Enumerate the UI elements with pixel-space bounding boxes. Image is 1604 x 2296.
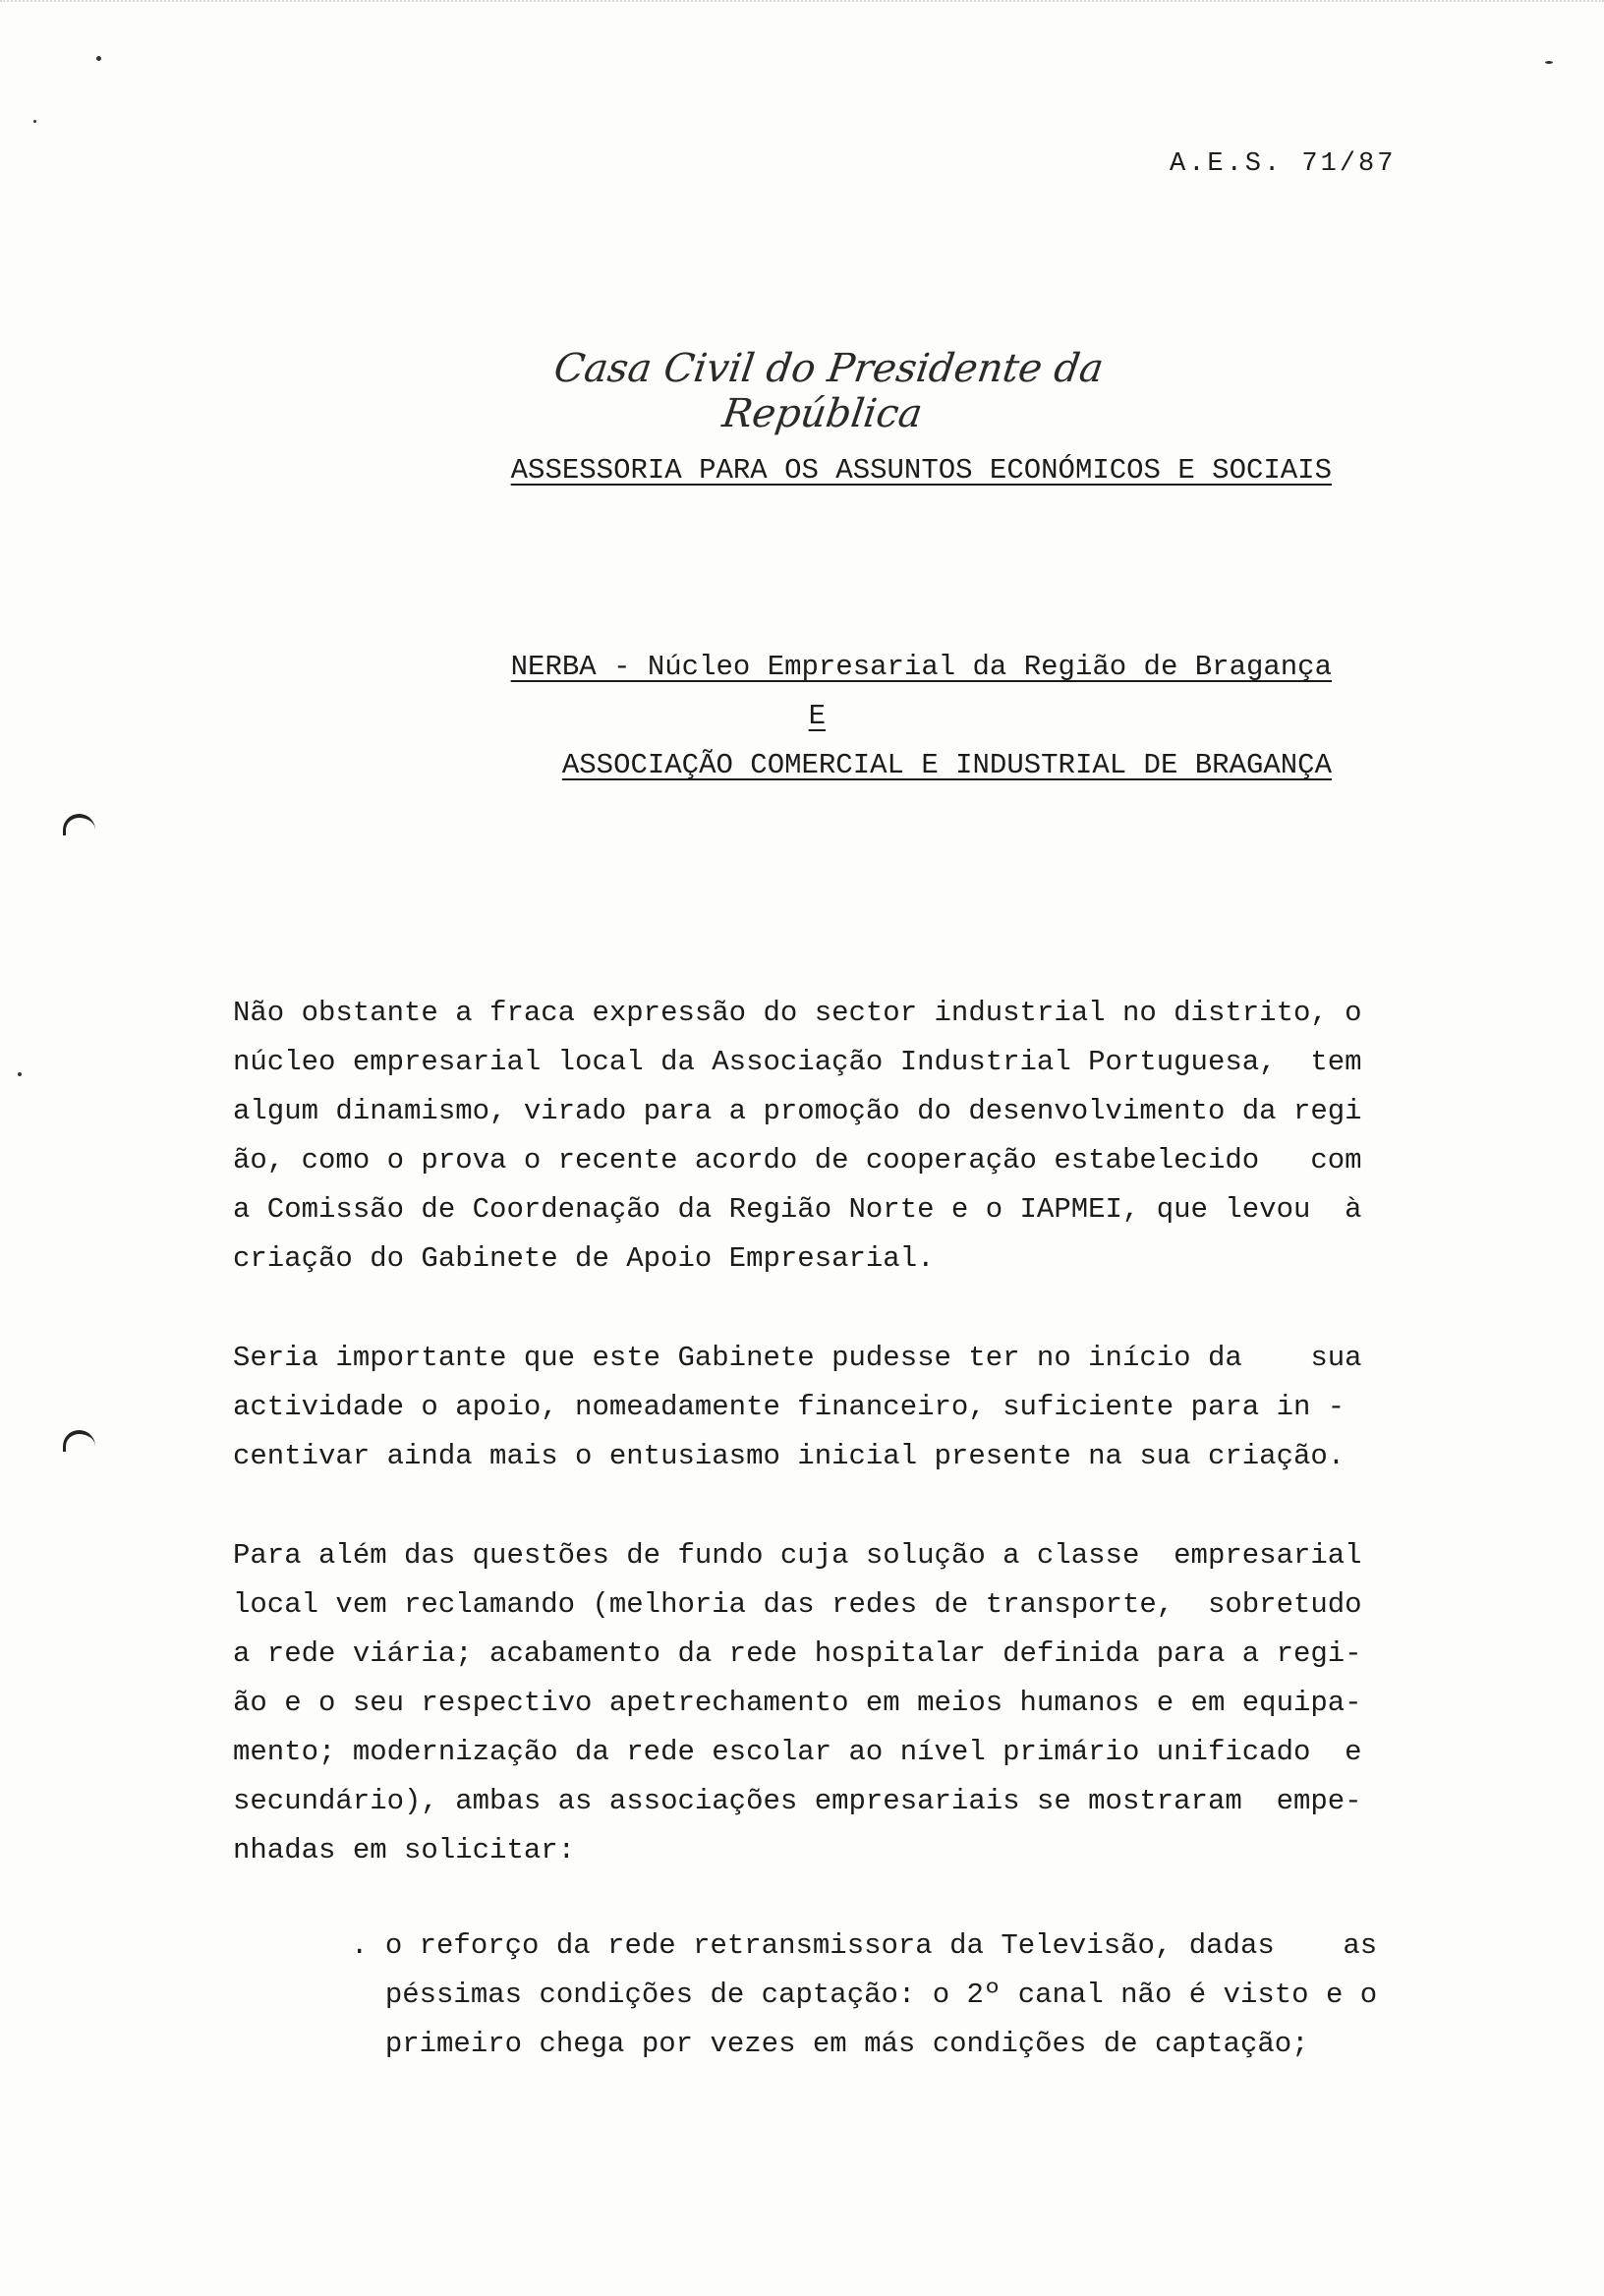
paragraph-line: algum dinamismo, virado para a promoção do desenvolvimento da regi: [233, 1095, 1362, 1127]
bullet-text: o reforço da rede retransmissora da Televisão, dadas as: [384, 1929, 1378, 1962]
paragraph-line: ão, como o prova o recente acordo de cooperação estabelecido com: [233, 1144, 1362, 1177]
paragraph-line: Não obstante a fraca expressão do sector industrial no distrito, o: [233, 997, 1362, 1029]
body-paragraph-3: [233, 1531, 1532, 1875]
scan-edge-noise: [0, 0, 1604, 14]
bullet-item: [351, 1922, 1532, 2069]
paragraph-line: centivar ainda mais o entusiasmo inicial presente na sua criação.: [233, 1440, 1346, 1472]
bullet-text: péssimas condições de captação: o 2º canal não é visto e o: [384, 1979, 1378, 2011]
paragraph-line: nhadas em solicitar:: [233, 1834, 576, 1866]
scan-speck: [1545, 61, 1553, 64]
paragraph-line: criação do Gabinete de Apoio Empresarial.: [233, 1242, 935, 1275]
paragraph-line: local vem reclamando (melhoria das redes de transporte, sobretudo: [233, 1588, 1362, 1621]
paragraph-line: secundário), ambas as associações empresariais se mostraram empe-: [233, 1785, 1362, 1817]
bullet-text: primeiro chega por vezes em más condições de captação;: [384, 2028, 1309, 2060]
subject-line-1: [383, 651, 1332, 683]
bullet-line: [351, 1971, 1532, 2020]
paragraph-line: a Comissão de Coordenação da Região Norte e o IAPMEI, que levou à: [233, 1193, 1362, 1226]
document-reference: A.E.S. 71/87: [1170, 149, 1397, 179]
scan-speck: [96, 56, 101, 61]
scan-speck: [18, 1072, 22, 1076]
scan-speck: [33, 120, 36, 123]
bullet-line: [351, 2020, 1532, 2069]
hole-punch-mark: [63, 814, 95, 835]
subject-acib: ASSOCIAÇÃO COMERCIAL E INDUSTRIAL DE BRAGANÇA: [561, 749, 1332, 781]
paragraph-line: mento; modernização da rede escolar ao nível primário unificado e: [233, 1736, 1362, 1768]
bullet-line: [351, 1922, 1532, 1971]
paragraph-line: ão e o seu respectivo apetrechamento em meios humanos e em equipa-: [233, 1687, 1362, 1719]
paragraph-line: Seria importante que este Gabinete pudesse ter no início da sua: [233, 1342, 1362, 1374]
subject-connector: [383, 700, 826, 732]
subject-line-2: [383, 749, 1332, 781]
paragraph-line: actividade o apoio, nomeadamente financeiro, suficiente para in -: [233, 1391, 1346, 1423]
body-paragraph-1: [233, 989, 1532, 1284]
paragraph-line: Para além das questões de fundo cuja solução a classe empresarial: [233, 1539, 1362, 1572]
paragraph-line: núcleo empresarial local da Associação Industrial Portuguesa, tem: [233, 1046, 1362, 1078]
department-title: ASSESSORIA PARA OS ASSUNTOS ECONÓMICOS E SOCIAIS: [510, 454, 1332, 487]
department-heading: [383, 454, 1332, 487]
paragraph-line: a rede viária; acabamento da rede hospitalar definida para a regi-: [233, 1637, 1362, 1670]
body-paragraph-2: [233, 1334, 1532, 1481]
bullet-marker: .: [351, 1929, 369, 1962]
hole-punch-mark: [63, 1430, 95, 1452]
institution-letterhead: Casa Civil do Presidente da República: [550, 346, 1107, 436]
subject-connector-text: E: [808, 700, 826, 732]
subject-nerba: NERBA - Núcleo Empresarial da Região de Bragança: [510, 651, 1332, 683]
